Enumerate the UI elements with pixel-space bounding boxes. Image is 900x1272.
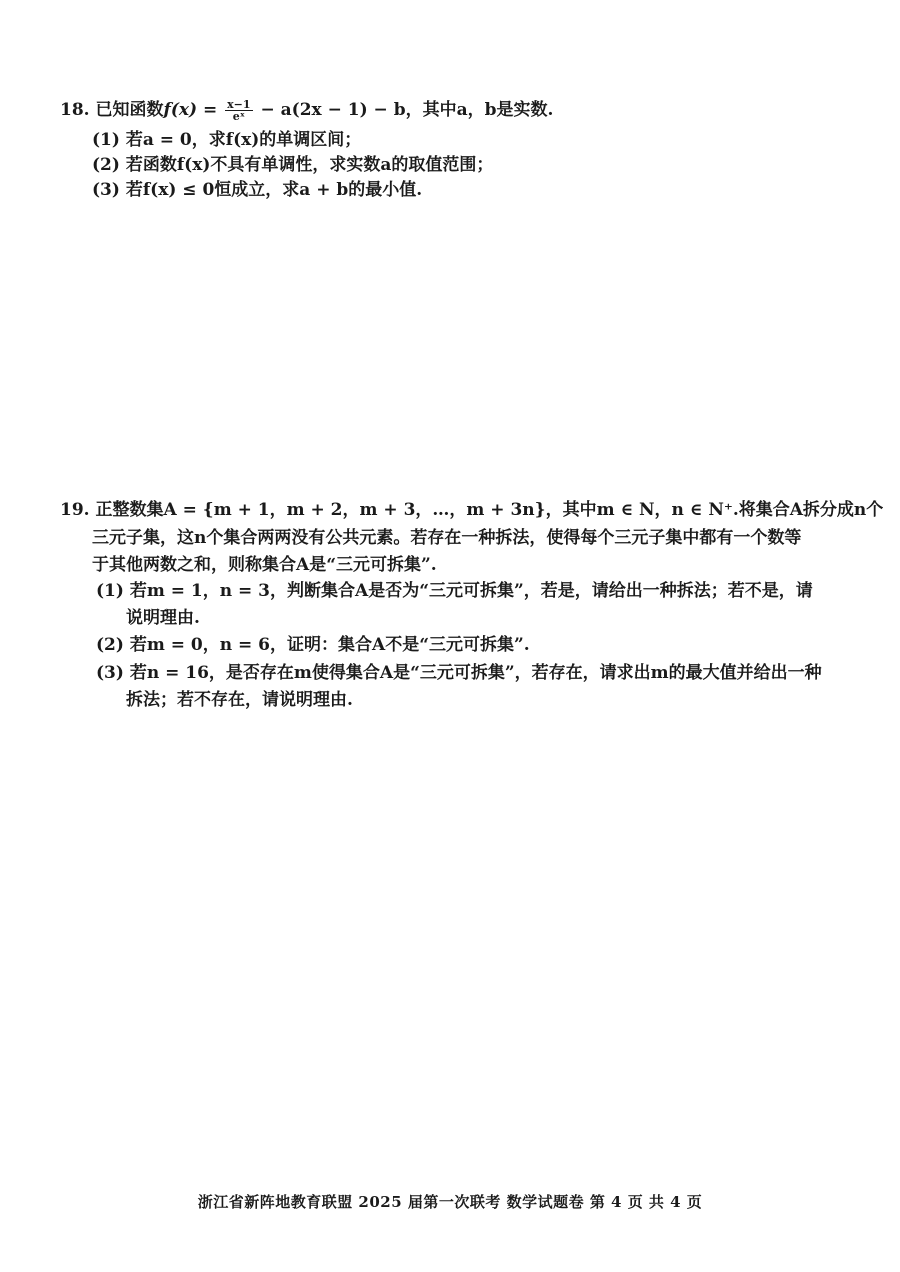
question-19-stem-line-3: 于其他两数之和，则称集合A是“三元可拆集”. <box>92 555 437 575</box>
question-19-stem-line-2: 三元子集，这n个集合两两没有公共元素。若存在一种拆法，使得每个三元子集中都有一个数等 <box>92 528 802 548</box>
question-19-part-2: (2) 若m = 0，n = 6，证明：集合A不是“三元可拆集”. <box>96 635 530 655</box>
question-19-part-1: (1) 若m = 1，n = 3，判断集合A是否为“三元可拆集”，若是，请给出一种拆法；若不是，请 <box>96 581 813 601</box>
question-18-part-1: (1) 若a = 0，求f(x)的单调区间； <box>92 130 362 150</box>
fraction-numerator: x−1 <box>227 98 251 111</box>
question-19-stem-line-1: 正整数集A = {m + 1，m + 2，m + 3，…，m + 3n}，其中m ∈ N，n ∈ N⁺.将集合A拆分成n个 <box>95 500 884 520</box>
question-18-number: 18. <box>60 100 90 120</box>
fraction-denominator: eˣ <box>232 110 245 123</box>
question-18-part-2: (2) 若函数f(x)不具有单调性，求实数a的取值范围； <box>92 155 494 175</box>
question-18-stem <box>60 97 553 123</box>
question-19-stem <box>60 497 883 523</box>
page-footer: 浙江省新阵地教育联盟 2025 届第一次联考 数学试题卷 第 4 页 共 4 页 <box>197 1193 703 1211</box>
question-18-rest: − a(2x − 1) − b，其中a，b是实数. <box>260 100 554 120</box>
question-18-part-3: (3) 若f(x) ≤ 0恒成立，求a + b的最小值. <box>92 180 423 200</box>
question-18-fraction <box>225 99 252 122</box>
question-19-number: 19. <box>60 500 90 520</box>
question-18-lead: 已知函数 <box>95 100 164 120</box>
question-18-function: f(x) = <box>163 100 218 120</box>
question-19-part-3-cont: 拆法；若不存在，请说明理由. <box>126 690 353 710</box>
question-19-part-1-cont: 说明理由. <box>126 608 200 628</box>
question-19-part-3: (3) 若n = 16，是否存在m使得集合A是“三元可拆集”，若存在，请求出m的最大值并给出一种 <box>96 663 822 683</box>
